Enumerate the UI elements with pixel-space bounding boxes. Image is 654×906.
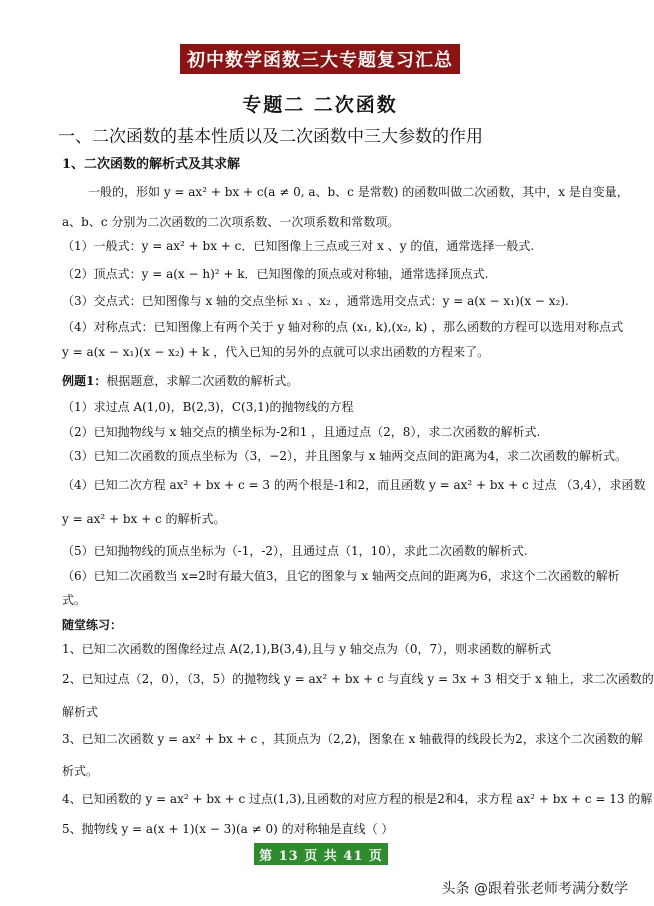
paragraph-line: 一般的，形如 y = ax² + bx + c(a ≠ 0, a、b、c 是常数) 的函数叫做二次函数，其中，x 是自变量， bbox=[88, 185, 629, 199]
example-heading bbox=[62, 372, 582, 390]
paragraph-line: （2）顶点式：y = a(x − h)² + k．已知图像的顶点或对称轴，通常选择顶点式. bbox=[62, 267, 489, 281]
subsection-heading: 1、二次函数的解析式及其求解 bbox=[62, 157, 241, 172]
page-number: 第 13 页 共 41 页 bbox=[254, 843, 388, 865]
example-intro: 根据题意，求解二次函数的解析式。 bbox=[106, 374, 299, 388]
header-banner: 初中数学函数三大专题复习汇总 bbox=[180, 44, 460, 74]
practice-heading: 随堂练习： bbox=[62, 618, 123, 632]
watermark: 头条 @跟着张老师考满分数学 bbox=[441, 881, 628, 897]
paragraph-line: y = a(x − x₁)(x − x₂) + k ，代入已知的另外的点就可以求出函数的方程来了。 bbox=[62, 345, 490, 359]
example-item: 式。 bbox=[62, 593, 87, 607]
example-item: （5）已知抛物线的顶点坐标为（-1，-2），且通过点（1，10），求此二次函数的解析式. bbox=[62, 544, 528, 558]
example-item: y = ax² + bx + c 的解析式。 bbox=[62, 512, 226, 526]
example-label: 例题1： bbox=[62, 374, 107, 388]
example-item: （4）已知二次方程 ax² + bx + c = 3 的两个根是-1和2，而且函数 y = ax² + bx + c 过点 （3,4），求函数 bbox=[62, 478, 646, 492]
paragraph-line: （1）一般式：y = ax² + bx + c．已知图像上三点或三对 x 、y 的值，通常选择一般式. bbox=[62, 239, 535, 253]
practice-item: 2、已知过点（2，0），（3，5）的抛物线 y = ax² + bx + c 与直线 y = 3x + 3 相交于 x 轴上，求二次函数的 bbox=[62, 672, 654, 686]
paragraph-line: a、b、c 分别为二次函数的二次项系数、一次项系数和常数项。 bbox=[62, 215, 400, 229]
practice-item: 解析式 bbox=[62, 705, 99, 719]
example-item: （3）已知二次函数的顶点坐标为（3，−2），并且图象与 x 轴两交点间的距离为4，求二次函数的解析式。 bbox=[62, 449, 627, 463]
example-item: （2）已知抛物线与 x 轴交点的横坐标为-2和1 ，且通过点（2，8），求二次函数的解析式. bbox=[62, 425, 541, 439]
section-heading: 一、二次函数的基本性质以及二次函数中三大参数的作用 bbox=[58, 127, 483, 147]
example-item: （1）求过点 A(1,0)，B(2,3)，C(3,1)的抛物线的方程 bbox=[62, 400, 354, 414]
paragraph-line: （3）交点式：已知图像与 x 轴的交点坐标 x₁ 、x₂ ，通常选用交点式：y = a(x − x₁)(x − x₂). bbox=[62, 294, 569, 308]
practice-item: 4、已知函数的 y = ax² + bx + c 过点(1,3),且函数的对应方程的根是2和4，求方程 ax² + bx + c = 13 的解 bbox=[62, 792, 653, 806]
paragraph-line: （4）对称点式：已知图像上有两个关于 y 轴对称的点 (x₁, k),(x₂, k) ，那么函数的方程可以选用对称点式 bbox=[62, 320, 624, 334]
practice-item: 5、抛物线 y = a(x + 1)(x − 3)(a ≠ 0) 的对称轴是直线（ ） bbox=[62, 822, 394, 836]
practice-item: 3、已知二次函数 y = ax² + bx + c ，其顶点为（2,2)，图象在 x 轴截得的线段长为2，求这个二次函数的解 bbox=[62, 732, 643, 746]
practice-item: 1、已知二次函数的图像经过点 A(2,1),B(3,4),且与 y 轴交点为（0，7），则求函数的解析式 bbox=[62, 642, 552, 656]
example-item: （6）已知二次函数当 x=2时有最大值3，且它的图象与 x 轴两交点间的距离为6，求这个二次函数的解析 bbox=[62, 569, 620, 583]
page-title: 专题二 二次函数 bbox=[242, 94, 398, 116]
practice-item: 析式。 bbox=[62, 764, 99, 778]
